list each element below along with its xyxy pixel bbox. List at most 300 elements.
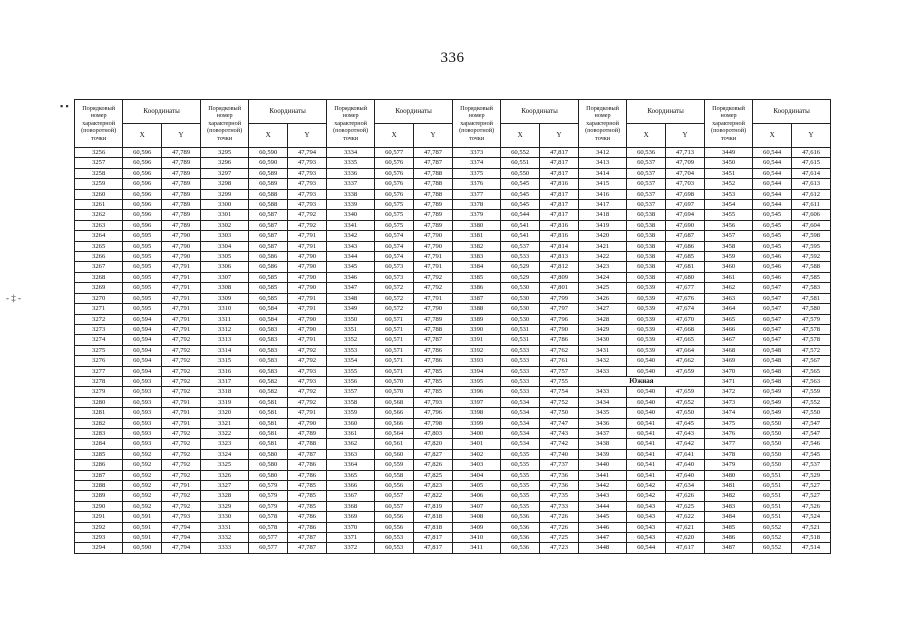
y-coordinate-cell: 47,794 bbox=[288, 148, 327, 158]
point-number-cell: 3311 bbox=[200, 314, 248, 324]
point-number-cell: 3433 bbox=[578, 387, 626, 397]
y-coordinate-cell: 47,703 bbox=[666, 179, 705, 189]
y-coordinate-cell: 47,817 bbox=[540, 158, 579, 168]
point-number-cell: 3394 bbox=[452, 366, 500, 376]
x-coordinate-cell: 60,587 bbox=[249, 241, 288, 251]
point-number-cell: 3408 bbox=[452, 512, 500, 522]
point-number-cell: 3277 bbox=[75, 366, 123, 376]
x-coordinate-cell: 60,596 bbox=[123, 168, 162, 178]
y-coordinate-cell: 47,787 bbox=[414, 158, 453, 168]
point-number-cell: 3459 bbox=[704, 252, 752, 262]
y-coordinate-cell: 47,552 bbox=[792, 397, 831, 407]
x-coordinate-cell: 60,542 bbox=[627, 481, 666, 491]
x-coordinate-cell: 60,588 bbox=[249, 189, 288, 199]
x-header: X bbox=[375, 124, 414, 148]
y-coordinate-cell: 47,713 bbox=[666, 148, 705, 158]
x-coordinate-cell: 60,595 bbox=[123, 241, 162, 251]
table-row bbox=[75, 262, 831, 272]
x-coordinate-cell: 60,556 bbox=[375, 522, 414, 532]
point-number-cell: 3464 bbox=[704, 304, 752, 314]
y-coordinate-cell: 47,792 bbox=[162, 335, 201, 345]
x-coordinate-cell: 60,590 bbox=[249, 158, 288, 168]
point-number-cell: 3456 bbox=[704, 220, 752, 230]
point-number-cell: 3422 bbox=[578, 252, 626, 262]
y-coordinate-cell: 47,641 bbox=[666, 449, 705, 459]
point-number-cell: 3276 bbox=[75, 356, 123, 366]
x-coordinate-cell: 60,595 bbox=[123, 262, 162, 272]
point-number-cell: 3478 bbox=[704, 449, 752, 459]
x-coordinate-cell: 60,551 bbox=[753, 481, 792, 491]
coordinates-table bbox=[74, 99, 831, 554]
point-number-cell: 3286 bbox=[75, 460, 123, 470]
y-coordinate-cell: 47,690 bbox=[666, 220, 705, 230]
point-number-cell: 3442 bbox=[578, 481, 626, 491]
x-coordinate-cell: 60,587 bbox=[249, 210, 288, 220]
y-coordinate-cell: 47,799 bbox=[540, 293, 579, 303]
point-number-cell: 3461 bbox=[704, 272, 752, 282]
point-number-cell: 3426 bbox=[578, 293, 626, 303]
point-number-cell: 3283 bbox=[75, 428, 123, 438]
y-coordinate-cell: 47,792 bbox=[288, 387, 327, 397]
x-coordinate-cell: 60,543 bbox=[627, 501, 666, 511]
x-coordinate-cell: 60,538 bbox=[627, 210, 666, 220]
x-coordinate-cell: 60,539 bbox=[627, 345, 666, 355]
point-number-cell: 3363 bbox=[326, 449, 374, 459]
x-coordinate-cell: 60,538 bbox=[627, 241, 666, 251]
x-coordinate-cell: 60,537 bbox=[501, 241, 540, 251]
y-coordinate-cell: 47,791 bbox=[162, 324, 201, 334]
x-coordinate-cell: 60,593 bbox=[123, 428, 162, 438]
y-coordinate-cell: 47,796 bbox=[540, 314, 579, 324]
x-coordinate-cell: 60,583 bbox=[249, 324, 288, 334]
point-number-cell: 3473 bbox=[704, 397, 752, 407]
y-coordinate-cell: 47,757 bbox=[540, 366, 579, 376]
y-coordinate-cell: 47,704 bbox=[666, 168, 705, 178]
x-coordinate-cell: 60,581 bbox=[249, 408, 288, 418]
y-coordinate-cell: 47,545 bbox=[792, 449, 831, 459]
y-coordinate-cell: 47,698 bbox=[666, 189, 705, 199]
y-coordinate-cell: 47,820 bbox=[414, 439, 453, 449]
table-row bbox=[75, 522, 831, 532]
x-coordinate-cell: 60,590 bbox=[123, 543, 162, 553]
x-coordinate-cell: 60,572 bbox=[375, 283, 414, 293]
y-coordinate-cell: 47,809 bbox=[540, 272, 579, 282]
coordinates-header: Координаты bbox=[249, 100, 327, 124]
y-coordinate-cell: 47,793 bbox=[288, 179, 327, 189]
point-number-cell: 3406 bbox=[452, 491, 500, 501]
x-coordinate-cell: 60,578 bbox=[249, 512, 288, 522]
point-number-cell: 3287 bbox=[75, 470, 123, 480]
point-number-header: Порядковый номер характерной (поворотной) точки bbox=[200, 100, 248, 148]
point-number-cell: 3309 bbox=[200, 293, 248, 303]
x-coordinate-cell: 60,550 bbox=[753, 428, 792, 438]
point-number-cell: 3425 bbox=[578, 283, 626, 293]
y-coordinate-cell: 47,794 bbox=[162, 533, 201, 543]
y-coordinate-cell: 47,797 bbox=[540, 304, 579, 314]
x-coordinate-cell: 60,582 bbox=[249, 387, 288, 397]
y-coordinate-cell: 47,791 bbox=[414, 293, 453, 303]
y-coordinate-cell: 47,791 bbox=[162, 397, 201, 407]
y-coordinate-cell: 47,742 bbox=[540, 439, 579, 449]
y-coordinate-cell: 47,793 bbox=[288, 376, 327, 386]
y-coordinate-cell: 47,640 bbox=[666, 460, 705, 470]
x-coordinate-cell: 60,534 bbox=[501, 408, 540, 418]
y-coordinate-cell: 47,592 bbox=[792, 252, 831, 262]
point-number-cell: 3413 bbox=[578, 158, 626, 168]
y-coordinate-cell: 47,791 bbox=[162, 262, 201, 272]
point-number-cell: 3383 bbox=[452, 252, 500, 262]
point-number-cell: 3449 bbox=[704, 148, 752, 158]
point-number-cell: 3445 bbox=[578, 512, 626, 522]
point-number-cell: 3322 bbox=[200, 428, 248, 438]
point-number-cell: 3374 bbox=[452, 158, 500, 168]
y-coordinate-cell: 47,789 bbox=[162, 210, 201, 220]
y-coordinate-cell: 47,793 bbox=[288, 158, 327, 168]
y-coordinate-cell: 47,546 bbox=[792, 439, 831, 449]
point-number-cell: 3299 bbox=[200, 189, 248, 199]
x-coordinate-cell: 60,538 bbox=[627, 252, 666, 262]
y-coordinate-cell: 47,559 bbox=[792, 387, 831, 397]
x-coordinate-cell: 60,545 bbox=[501, 200, 540, 210]
point-number-cell: 3403 bbox=[452, 460, 500, 470]
point-number-cell: 3453 bbox=[704, 189, 752, 199]
point-number-cell: 3441 bbox=[578, 470, 626, 480]
x-coordinate-cell: 60,593 bbox=[123, 408, 162, 418]
x-coordinate-cell: 60,541 bbox=[627, 460, 666, 470]
point-number-cell: 3454 bbox=[704, 200, 752, 210]
y-coordinate-cell: 47,793 bbox=[288, 366, 327, 376]
point-number-cell: 3325 bbox=[200, 460, 248, 470]
y-coordinate-cell: 47,740 bbox=[540, 449, 579, 459]
y-coordinate-cell: 47,527 bbox=[792, 491, 831, 501]
table-row bbox=[75, 314, 831, 324]
x-coordinate-cell: 60,592 bbox=[123, 501, 162, 511]
x-coordinate-cell: 60,541 bbox=[627, 449, 666, 459]
table-row bbox=[75, 189, 831, 199]
point-number-cell: 3291 bbox=[75, 512, 123, 522]
y-coordinate-cell: 47,621 bbox=[666, 522, 705, 532]
x-coordinate-cell: 60,578 bbox=[249, 522, 288, 532]
point-number-cell: 3268 bbox=[75, 272, 123, 282]
y-coordinate-cell: 47,791 bbox=[288, 335, 327, 345]
point-number-cell: 3412 bbox=[578, 148, 626, 158]
y-coordinate-cell: 47,792 bbox=[162, 387, 201, 397]
x-coordinate-cell: 60,581 bbox=[249, 397, 288, 407]
x-coordinate-cell: 60,545 bbox=[501, 189, 540, 199]
point-number-cell: 3270 bbox=[75, 293, 123, 303]
point-number-cell: 3379 bbox=[452, 210, 500, 220]
point-number-cell: 3329 bbox=[200, 501, 248, 511]
point-number-cell: 3396 bbox=[452, 387, 500, 397]
point-number-cell: 3347 bbox=[326, 283, 374, 293]
x-coordinate-cell: 60,591 bbox=[123, 522, 162, 532]
y-coordinate-cell: 47,790 bbox=[414, 304, 453, 314]
y-coordinate-cell: 47,521 bbox=[792, 522, 831, 532]
x-coordinate-cell: 60,587 bbox=[249, 220, 288, 230]
y-coordinate-cell: 47,786 bbox=[288, 522, 327, 532]
point-number-cell: 3402 bbox=[452, 449, 500, 459]
x-coordinate-cell: 60,566 bbox=[375, 408, 414, 418]
y-coordinate-cell: 47,736 bbox=[540, 481, 579, 491]
y-coordinate-cell: 47,726 bbox=[540, 522, 579, 532]
point-number-cell: 3455 bbox=[704, 210, 752, 220]
x-coordinate-cell: 60,593 bbox=[123, 418, 162, 428]
point-number-cell: 3326 bbox=[200, 470, 248, 480]
y-coordinate-cell: 47,606 bbox=[792, 210, 831, 220]
y-coordinate-cell: 47,598 bbox=[792, 231, 831, 241]
y-coordinate-cell: 47,826 bbox=[414, 460, 453, 470]
point-number-cell: 3470 bbox=[704, 366, 752, 376]
x-coordinate-cell: 60,581 bbox=[249, 428, 288, 438]
y-coordinate-cell: 47,723 bbox=[540, 543, 579, 553]
point-number-cell: 3389 bbox=[452, 314, 500, 324]
x-coordinate-cell: 60,545 bbox=[753, 210, 792, 220]
x-coordinate-cell: 60,530 bbox=[501, 304, 540, 314]
x-coordinate-cell: 60,550 bbox=[753, 439, 792, 449]
y-coordinate-cell: 47,789 bbox=[162, 168, 201, 178]
point-number-cell: 3295 bbox=[200, 148, 248, 158]
y-coordinate-cell: 47,604 bbox=[792, 220, 831, 230]
table-row bbox=[75, 148, 831, 158]
x-coordinate-cell: 60,596 bbox=[123, 210, 162, 220]
y-coordinate-cell: 47,790 bbox=[540, 324, 579, 334]
point-number-cell: 3348 bbox=[326, 293, 374, 303]
x-coordinate-cell: 60,592 bbox=[123, 470, 162, 480]
y-coordinate-cell: 47,733 bbox=[540, 501, 579, 511]
x-coordinate-cell: 60,535 bbox=[501, 460, 540, 470]
x-coordinate-cell: 60,544 bbox=[753, 158, 792, 168]
point-number-cell: 3472 bbox=[704, 387, 752, 397]
point-number-cell: 3466 bbox=[704, 324, 752, 334]
table-row bbox=[75, 408, 831, 418]
y-coordinate-cell: 47,595 bbox=[792, 241, 831, 251]
table-row bbox=[75, 376, 831, 386]
point-number-cell: 3332 bbox=[200, 533, 248, 543]
x-coordinate-cell: 60,549 bbox=[753, 408, 792, 418]
y-coordinate-cell: 47,792 bbox=[288, 210, 327, 220]
y-coordinate-cell: 47,674 bbox=[666, 304, 705, 314]
y-coordinate-cell: 47,524 bbox=[792, 512, 831, 522]
x-coordinate-cell: 60,548 bbox=[753, 345, 792, 355]
x-coordinate-cell: 60,537 bbox=[627, 200, 666, 210]
point-number-cell: 3399 bbox=[452, 418, 500, 428]
y-coordinate-cell: 47,792 bbox=[162, 376, 201, 386]
y-coordinate-cell: 47,798 bbox=[414, 418, 453, 428]
x-coordinate-cell: 60,543 bbox=[627, 512, 666, 522]
point-number-cell: 3381 bbox=[452, 231, 500, 241]
x-coordinate-cell: 60,539 bbox=[627, 314, 666, 324]
x-coordinate-cell: 60,545 bbox=[753, 231, 792, 241]
x-coordinate-cell: 60,576 bbox=[375, 179, 414, 189]
y-coordinate-cell: 47,754 bbox=[540, 387, 579, 397]
point-number-cell: 3457 bbox=[704, 231, 752, 241]
y-coordinate-cell: 47,790 bbox=[288, 283, 327, 293]
x-coordinate-cell: 60,593 bbox=[123, 397, 162, 407]
x-coordinate-cell: 60,551 bbox=[753, 501, 792, 511]
point-number-cell: 3444 bbox=[578, 501, 626, 511]
y-coordinate-cell: 47,823 bbox=[414, 481, 453, 491]
y-coordinate-cell: 47,793 bbox=[162, 512, 201, 522]
y-coordinate-cell: 47,791 bbox=[162, 314, 201, 324]
x-coordinate-cell: 60,552 bbox=[753, 533, 792, 543]
x-coordinate-cell: 60,530 bbox=[501, 293, 540, 303]
y-coordinate-cell: 47,578 bbox=[792, 335, 831, 345]
x-coordinate-cell: 60,595 bbox=[123, 293, 162, 303]
x-coordinate-cell: 60,552 bbox=[501, 148, 540, 158]
y-coordinate-cell: 47,709 bbox=[666, 158, 705, 168]
y-coordinate-cell: 47,791 bbox=[162, 304, 201, 314]
table-row bbox=[75, 460, 831, 470]
x-coordinate-cell: 60,591 bbox=[123, 533, 162, 543]
y-coordinate-cell: 47,786 bbox=[414, 356, 453, 366]
y-coordinate-cell: 47,613 bbox=[792, 179, 831, 189]
point-number-cell: 3296 bbox=[200, 158, 248, 168]
x-coordinate-cell: 60,540 bbox=[627, 356, 666, 366]
point-number-cell: 3390 bbox=[452, 324, 500, 334]
y-coordinate-cell: 47,789 bbox=[414, 200, 453, 210]
y-coordinate-cell: 47,565 bbox=[792, 366, 831, 376]
x-coordinate-cell: 60,533 bbox=[501, 345, 540, 355]
point-number-cell: 3404 bbox=[452, 470, 500, 480]
y-header: Y bbox=[162, 124, 201, 148]
y-coordinate-cell: 47,789 bbox=[162, 200, 201, 210]
point-number-cell: 3327 bbox=[200, 481, 248, 491]
point-number-cell: 3284 bbox=[75, 439, 123, 449]
x-coordinate-cell: 60,576 bbox=[375, 168, 414, 178]
y-coordinate-cell: 47,634 bbox=[666, 481, 705, 491]
y-header: Y bbox=[666, 124, 705, 148]
x-coordinate-cell: 60,583 bbox=[249, 356, 288, 366]
point-number-cell: 3356 bbox=[326, 376, 374, 386]
point-number-cell: 3481 bbox=[704, 481, 752, 491]
point-number-cell: 3288 bbox=[75, 481, 123, 491]
x-coordinate-cell: 60,543 bbox=[627, 533, 666, 543]
x-coordinate-cell: 60,558 bbox=[375, 470, 414, 480]
point-number-cell: 3414 bbox=[578, 168, 626, 178]
x-coordinate-cell: 60,535 bbox=[501, 491, 540, 501]
x-coordinate-cell: 60,596 bbox=[123, 189, 162, 199]
y-coordinate-cell: 47,788 bbox=[414, 179, 453, 189]
y-coordinate-cell: 47,790 bbox=[414, 241, 453, 251]
x-coordinate-cell: 60,566 bbox=[375, 418, 414, 428]
point-number-cell: 3282 bbox=[75, 418, 123, 428]
page-number: 336 bbox=[440, 50, 465, 66]
point-number-cell: 3345 bbox=[326, 262, 374, 272]
x-coordinate-cell: 60,580 bbox=[249, 460, 288, 470]
point-number-cell: 3386 bbox=[452, 283, 500, 293]
y-coordinate-cell: 47,786 bbox=[288, 460, 327, 470]
y-coordinate-cell: 47,563 bbox=[792, 376, 831, 386]
point-number-header: Порядковый номер характерной (поворотной) точки bbox=[578, 100, 626, 148]
x-coordinate-cell: 60,538 bbox=[627, 220, 666, 230]
y-coordinate-cell: 47,785 bbox=[414, 387, 453, 397]
x-coordinate-cell: 60,531 bbox=[501, 324, 540, 334]
y-coordinate-cell: 47,791 bbox=[288, 241, 327, 251]
point-number-cell: 3388 bbox=[452, 304, 500, 314]
point-number-cell: 3342 bbox=[326, 231, 374, 241]
x-coordinate-cell: 60,592 bbox=[123, 481, 162, 491]
y-coordinate-cell: 47,817 bbox=[414, 543, 453, 553]
y-coordinate-cell: 47,677 bbox=[666, 283, 705, 293]
table-row bbox=[75, 158, 831, 168]
point-number-cell: 3469 bbox=[704, 356, 752, 366]
y-coordinate-cell: 47,614 bbox=[792, 168, 831, 178]
x-coordinate-cell: 60,572 bbox=[375, 293, 414, 303]
y-coordinate-cell: 47,803 bbox=[414, 428, 453, 438]
table-row bbox=[75, 252, 831, 262]
x-coordinate-cell: 60,533 bbox=[501, 252, 540, 262]
point-number-cell: 3285 bbox=[75, 449, 123, 459]
y-coordinate-cell: 47,686 bbox=[666, 241, 705, 251]
point-number-cell: 3304 bbox=[200, 241, 248, 251]
point-number-cell: 3400 bbox=[452, 428, 500, 438]
point-number-cell: 3463 bbox=[704, 293, 752, 303]
x-coordinate-cell: 60,553 bbox=[375, 533, 414, 543]
table-row bbox=[75, 512, 831, 522]
point-number-cell: 3266 bbox=[75, 252, 123, 262]
y-coordinate-cell: 47,791 bbox=[162, 272, 201, 282]
y-coordinate-cell: 47,625 bbox=[666, 501, 705, 511]
x-coordinate-cell: 60,544 bbox=[753, 189, 792, 199]
x-coordinate-cell: 60,584 bbox=[249, 304, 288, 314]
point-number-cell: 3391 bbox=[452, 335, 500, 345]
y-coordinate-cell: 47,817 bbox=[540, 148, 579, 158]
x-coordinate-cell: 60,541 bbox=[627, 470, 666, 480]
x-coordinate-cell: 60,541 bbox=[501, 220, 540, 230]
point-number-cell: 3380 bbox=[452, 220, 500, 230]
table-row bbox=[75, 449, 831, 459]
y-coordinate-cell: 47,792 bbox=[288, 220, 327, 230]
y-coordinate-cell: 47,685 bbox=[666, 252, 705, 262]
point-number-cell: 3294 bbox=[75, 543, 123, 553]
table-row bbox=[75, 533, 831, 543]
y-coordinate-cell: 47,791 bbox=[414, 262, 453, 272]
point-number-cell: 3357 bbox=[326, 387, 374, 397]
point-number-cell: 3480 bbox=[704, 470, 752, 480]
y-coordinate-cell: 47,787 bbox=[288, 543, 327, 553]
x-coordinate-cell: 60,543 bbox=[627, 522, 666, 532]
point-number-cell: 3366 bbox=[326, 481, 374, 491]
x-coordinate-cell: 60,530 bbox=[501, 283, 540, 293]
point-number-cell: 3275 bbox=[75, 345, 123, 355]
x-coordinate-cell: 60,584 bbox=[249, 314, 288, 324]
point-number-cell: 3443 bbox=[578, 491, 626, 501]
table-row bbox=[75, 179, 831, 189]
y-coordinate-cell: 47,547 bbox=[792, 428, 831, 438]
point-number-cell: 3354 bbox=[326, 356, 374, 366]
x-coordinate-cell: 60,540 bbox=[627, 387, 666, 397]
point-number-cell: 3370 bbox=[326, 522, 374, 532]
x-coordinate-cell: 60,535 bbox=[501, 481, 540, 491]
y-coordinate-cell: 47,670 bbox=[666, 314, 705, 324]
point-number-cell: 3271 bbox=[75, 304, 123, 314]
point-number-cell: 3320 bbox=[200, 408, 248, 418]
x-coordinate-cell: 60,576 bbox=[375, 158, 414, 168]
x-coordinate-cell: 60,592 bbox=[123, 491, 162, 501]
x-coordinate-cell: 60,539 bbox=[627, 304, 666, 314]
y-coordinate-cell: 47,816 bbox=[540, 231, 579, 241]
y-coordinate-cell: 47,792 bbox=[414, 272, 453, 282]
point-number-cell: 3258 bbox=[75, 168, 123, 178]
point-number-cell: 3398 bbox=[452, 408, 500, 418]
x-coordinate-cell: 60,592 bbox=[123, 460, 162, 470]
point-number-cell: 3428 bbox=[578, 314, 626, 324]
y-coordinate-cell: 47,788 bbox=[414, 189, 453, 199]
point-number-cell: 3410 bbox=[452, 533, 500, 543]
y-coordinate-cell: 47,791 bbox=[288, 304, 327, 314]
coordinates-header: Координаты bbox=[375, 100, 453, 124]
x-coordinate-cell: 60,533 bbox=[501, 387, 540, 397]
